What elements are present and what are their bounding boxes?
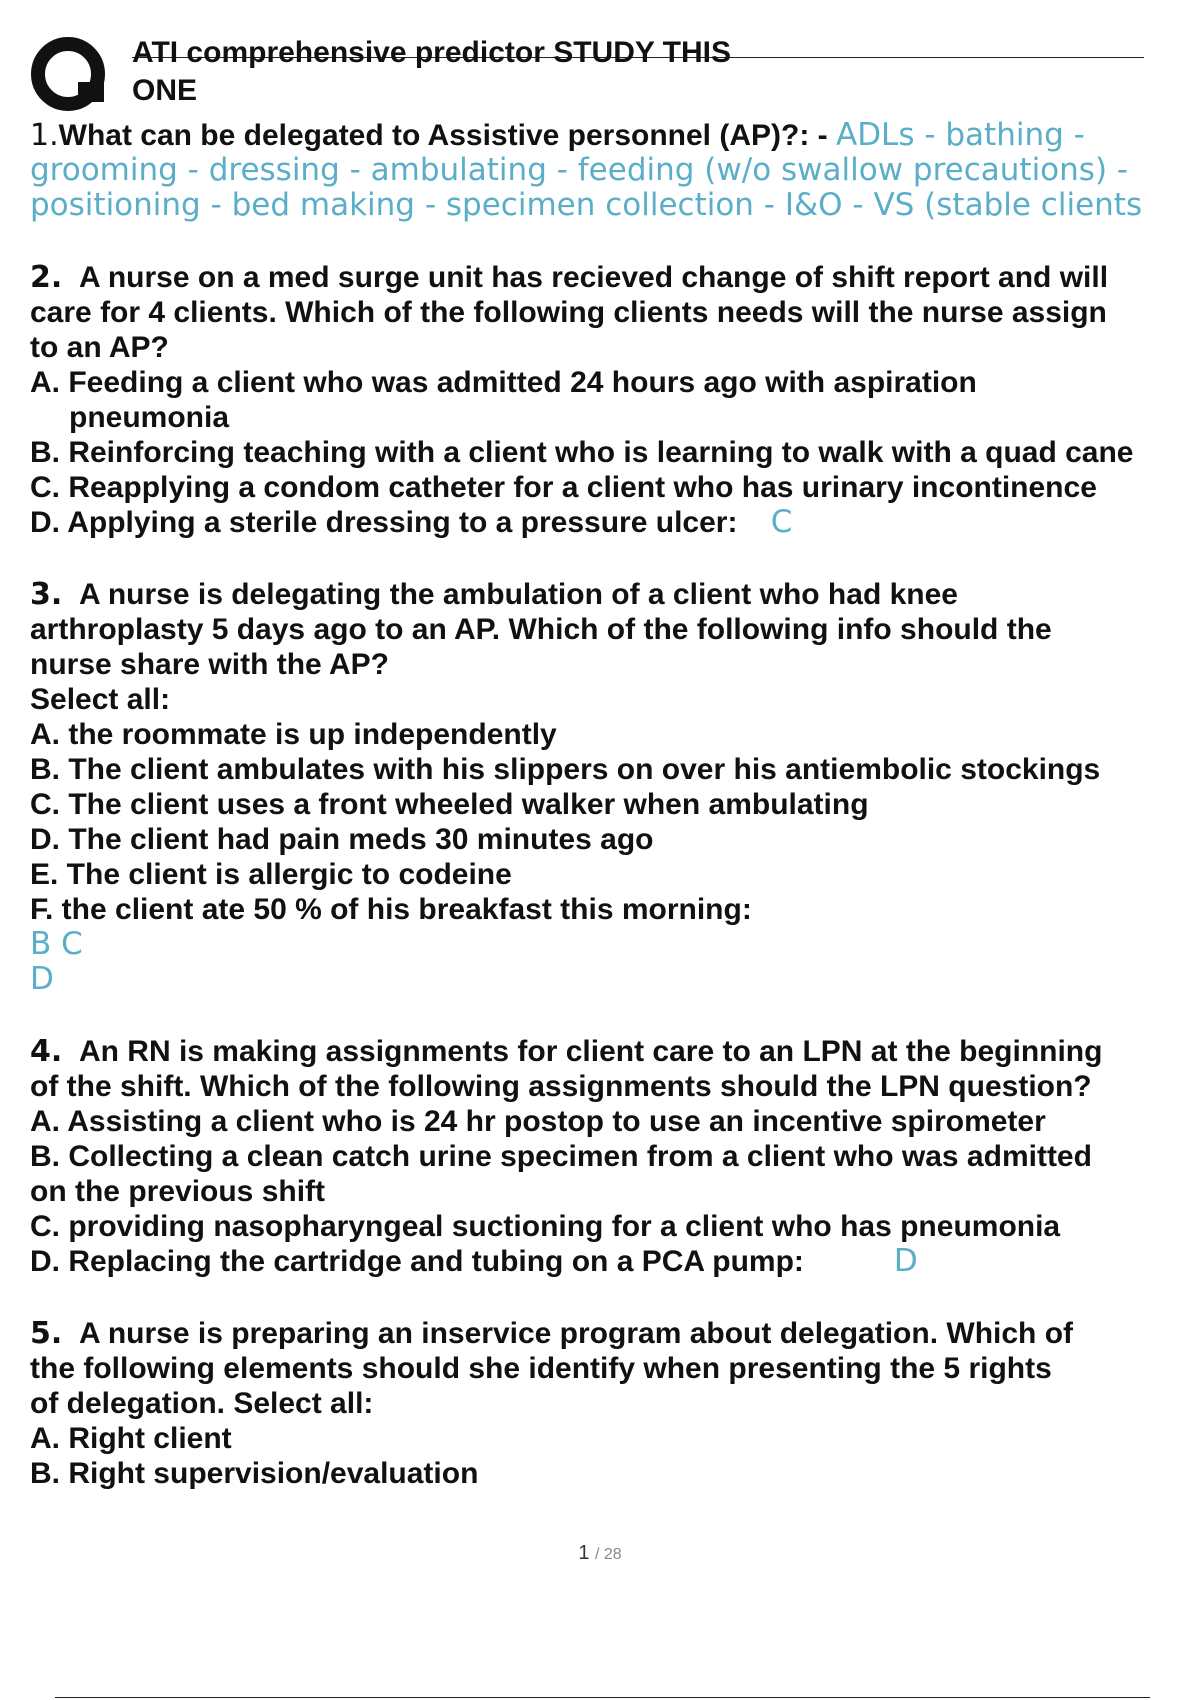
option-c: C. The client uses a front wheeled walker when ambulating <box>30 788 869 821</box>
answer-text: grooming - dressing - ambulating - feeding (w/o swallow precautions) - <box>30 153 1129 188</box>
question-number: 2. <box>30 260 63 295</box>
option-b: B. The client ambulates with his slippers on over his antiembolic stockings <box>30 753 1101 786</box>
bottom-rule <box>55 1697 1150 1698</box>
question-text: to an AP? <box>30 331 169 364</box>
title-line-2: ONE <box>132 74 198 107</box>
answer-text: C <box>770 505 793 540</box>
question-4 <box>30 1034 1200 1279</box>
title-line-1: ATI comprehensive predictor STUDY THIS <box>132 36 732 69</box>
option-d: D. Replacing the cartridge and tubing on a PCA pump: <box>30 1245 804 1278</box>
q-logo-icon <box>30 34 110 114</box>
answer-text: B C <box>30 926 83 962</box>
question-text: the following elements should she identify when presenting the 5 rights <box>30 1352 1052 1385</box>
document-title <box>132 34 1142 110</box>
answer-text: D <box>893 1244 918 1279</box>
question-text: What can be delegated to Assistive personnel (AP)?: - <box>58 119 836 152</box>
option-b-continued: on the previous shift <box>30 1175 326 1208</box>
question-3 <box>30 577 1200 997</box>
question-text: care for 4 clients. Which of the following clients needs will the nurse assign <box>30 296 1107 329</box>
question-number: 1. <box>30 118 59 153</box>
option-c: C. Reapplying a condom catheter for a client who has urinary incontinence <box>30 471 1097 504</box>
option-b: B. Reinforcing teaching with a client who is learning to walk with a quad cane <box>30 436 1134 469</box>
answer-text: positioning - bed making - specimen collection - I&O - VS (stable clients <box>30 188 1143 223</box>
option-a: A. Right client <box>30 1422 232 1455</box>
answer-text: D <box>30 961 54 997</box>
option-a: A. the roommate is up independently <box>30 718 557 751</box>
question-text: nurse share with the AP? <box>30 648 389 681</box>
question-text: A nurse is delegating the ambulation of a client who had knee <box>78 578 958 611</box>
question-number: 5. <box>30 1316 63 1351</box>
question-text: A nurse is preparing an inservice program about delegation. Which of <box>78 1317 1074 1350</box>
option-b: B. Right supervision/evaluation <box>30 1457 479 1490</box>
study-content <box>30 118 1200 1491</box>
question-number: 3. <box>30 577 63 612</box>
option-d: D. The client had pain meds 30 minutes ago <box>30 823 654 856</box>
question-2 <box>30 260 1200 540</box>
question-text: arthroplasty 5 days ago to an AP. Which of the following info should the <box>30 613 1052 646</box>
option-a: A. Feeding a client who was admitted 24 hours ago with aspiration pneumonia <box>30 366 977 434</box>
question-5 <box>30 1316 1200 1491</box>
option-c: C. providing nasopharyngeal suctioning for a client who has pneumonia <box>30 1210 1061 1243</box>
question-1 <box>30 118 1200 223</box>
option-b: B. Collecting a clean catch urine specimen from a client who was admitted <box>30 1140 1092 1173</box>
select-all-label: Select all: <box>30 683 171 716</box>
option-a: A. Assisting a client who is 24 hr postop to use an incentive spirometer <box>30 1105 1046 1138</box>
page-indicator <box>0 1542 1200 1565</box>
option-d: D. Applying a sterile dressing to a pressure ulcer: <box>30 506 738 539</box>
question-text: An RN is making assignments for client care to an LPN at the beginning <box>78 1035 1103 1068</box>
total-pages: / 28 <box>595 1546 622 1563</box>
answer-text: ADLs - bathing - <box>835 118 1085 153</box>
option-f: F. the client ate 50 % of his breakfast this morning: <box>30 893 752 926</box>
option-e: E. The client is allergic to codeine <box>30 858 512 891</box>
question-text: A nurse on a med surge unit has recieved change of shift report and will <box>78 261 1109 294</box>
question-text: of delegation. Select all: <box>30 1387 374 1420</box>
question-text: of the shift. Which of the following assignments should the LPN question? <box>30 1070 1092 1103</box>
current-page: 1 <box>578 1542 590 1564</box>
question-number: 4. <box>30 1034 63 1069</box>
